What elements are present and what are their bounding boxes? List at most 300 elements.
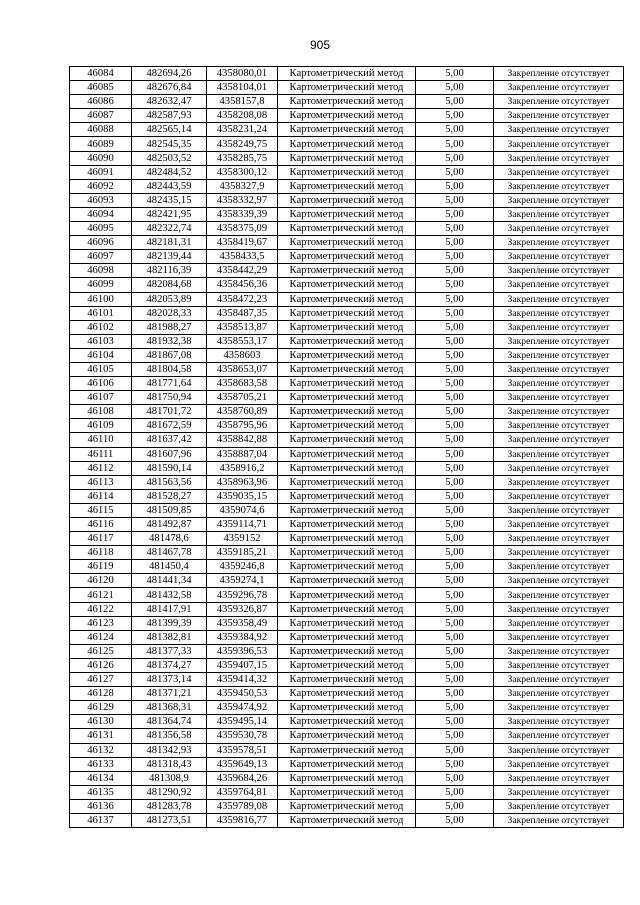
cell-y-coordinate: 4358375,09 [207,222,278,236]
cell-method: Картометрический метод [278,109,416,123]
cell-method: Картометрический метод [278,433,416,447]
cell-x-coordinate: 481701,72 [132,405,207,419]
cell-method: Картометрический метод [278,743,416,757]
cell-point-number: 46105 [70,362,132,376]
cell-accuracy: 5,00 [416,405,494,419]
cell-method: Картометрический метод [278,278,416,292]
cell-point-number: 46131 [70,729,132,743]
table-row [70,109,624,123]
cell-x-coordinate: 481607,96 [132,447,207,461]
cell-y-coordinate: 4358332,97 [207,193,278,207]
cell-point-number: 46097 [70,250,132,264]
cell-note: Закрепление отсутствует [494,715,624,729]
cell-x-coordinate: 482435,15 [132,193,207,207]
cell-y-coordinate: 4358963,96 [207,475,278,489]
cell-method: Картометрический метод [278,715,416,729]
cell-note: Закрепление отсутствует [494,813,624,827]
cell-point-number: 46099 [70,278,132,292]
table-row [70,95,624,109]
cell-accuracy: 5,00 [416,813,494,827]
cell-note: Закрепление отсутствует [494,179,624,193]
cell-accuracy: 5,00 [416,673,494,687]
cell-note: Закрепление отсутствует [494,278,624,292]
cell-point-number: 46122 [70,602,132,616]
cell-x-coordinate: 481932,38 [132,334,207,348]
cell-note: Закрепление отсутствует [494,362,624,376]
cell-note: Закрепление отсутствует [494,306,624,320]
cell-method: Картометрический метод [278,785,416,799]
cell-method: Картометрический метод [278,771,416,785]
cell-x-coordinate: 482545,35 [132,137,207,151]
table-row [70,503,624,517]
cell-x-coordinate: 481450,4 [132,560,207,574]
cell-point-number: 46136 [70,799,132,813]
cell-point-number: 46123 [70,616,132,630]
cell-x-coordinate: 481672,59 [132,419,207,433]
cell-accuracy: 5,00 [416,334,494,348]
table-row [70,250,624,264]
cell-method: Картометрический метод [278,813,416,827]
cell-accuracy: 5,00 [416,715,494,729]
cell-accuracy: 5,00 [416,193,494,207]
cell-method: Картометрический метод [278,532,416,546]
cell-x-coordinate: 481988,27 [132,320,207,334]
table-row [70,715,624,729]
cell-note: Закрепление отсутствует [494,588,624,602]
cell-accuracy: 5,00 [416,616,494,630]
cell-note: Закрепление отсутствует [494,574,624,588]
table-row [70,771,624,785]
table-row [70,320,624,334]
table-row [70,658,624,672]
cell-point-number: 46094 [70,207,132,221]
cell-x-coordinate: 481467,78 [132,546,207,560]
cell-accuracy: 5,00 [416,419,494,433]
cell-method: Картометрический метод [278,461,416,475]
cell-method: Картометрический метод [278,447,416,461]
cell-point-number: 46120 [70,574,132,588]
cell-y-coordinate: 4359495,14 [207,715,278,729]
cell-x-coordinate: 481399,39 [132,616,207,630]
cell-y-coordinate: 4358249,75 [207,137,278,151]
cell-method: Картометрический метод [278,616,416,630]
cell-x-coordinate: 481364,74 [132,715,207,729]
cell-point-number: 46115 [70,503,132,517]
cell-y-coordinate: 4358603 [207,348,278,362]
cell-x-coordinate: 482053,89 [132,292,207,306]
cell-accuracy: 5,00 [416,687,494,701]
cell-note: Закрепление отсутствует [494,250,624,264]
cell-method: Картометрический метод [278,673,416,687]
cell-x-coordinate: 481273,51 [132,813,207,827]
cell-note: Закрепление отсутствует [494,405,624,419]
cell-note: Закрепление отсутствует [494,489,624,503]
table-row [70,743,624,757]
cell-note: Закрепление отсутствует [494,757,624,771]
cell-accuracy: 5,00 [416,475,494,489]
cell-x-coordinate: 481417,91 [132,602,207,616]
cell-accuracy: 5,00 [416,362,494,376]
cell-note: Закрепление отсутствует [494,95,624,109]
cell-method: Картометрический метод [278,151,416,165]
cell-point-number: 46096 [70,236,132,250]
cell-point-number: 46121 [70,588,132,602]
cell-note: Закрепление отсутствует [494,292,624,306]
table-row [70,757,624,771]
cell-method: Картометрический метод [278,602,416,616]
cell-y-coordinate: 4358705,21 [207,391,278,405]
table-row [70,81,624,95]
cell-accuracy: 5,00 [416,489,494,503]
cell-point-number: 46098 [70,264,132,278]
cell-y-coordinate: 4358327,9 [207,179,278,193]
cell-y-coordinate: 4358433,5 [207,250,278,264]
cell-x-coordinate: 481374,27 [132,658,207,672]
cell-note: Закрепление отсутствует [494,658,624,672]
cell-accuracy: 5,00 [416,757,494,771]
cell-accuracy: 5,00 [416,771,494,785]
cell-point-number: 46102 [70,320,132,334]
cell-method: Картометрический метод [278,67,416,81]
cell-x-coordinate: 482181,31 [132,236,207,250]
cell-accuracy: 5,00 [416,137,494,151]
cell-point-number: 46132 [70,743,132,757]
cell-accuracy: 5,00 [416,644,494,658]
cell-accuracy: 5,00 [416,532,494,546]
cell-point-number: 46103 [70,334,132,348]
table-row [70,264,624,278]
cell-note: Закрепление отсутствует [494,616,624,630]
cell-note: Закрепление отсутствует [494,419,624,433]
table-row [70,137,624,151]
coordinates-table [69,66,624,828]
table-row [70,588,624,602]
cell-method: Картометрический метод [278,546,416,560]
cell-accuracy: 5,00 [416,729,494,743]
cell-point-number: 46091 [70,165,132,179]
cell-y-coordinate: 4359396,53 [207,644,278,658]
cell-point-number: 46088 [70,123,132,137]
table-row [70,489,624,503]
cell-method: Картометрический метод [278,518,416,532]
cell-point-number: 46087 [70,109,132,123]
cell-x-coordinate: 481368,31 [132,701,207,715]
cell-method: Картометрический метод [278,334,416,348]
cell-method: Картометрический метод [278,264,416,278]
cell-point-number: 46128 [70,687,132,701]
table-row [70,179,624,193]
cell-x-coordinate: 482676,84 [132,81,207,95]
cell-point-number: 46118 [70,546,132,560]
cell-note: Закрепление отсутствует [494,334,624,348]
cell-accuracy: 5,00 [416,461,494,475]
table-row [70,236,624,250]
cell-method: Картометрический метод [278,320,416,334]
table-row [70,447,624,461]
cell-point-number: 46100 [70,292,132,306]
cell-accuracy: 5,00 [416,377,494,391]
cell-x-coordinate: 481432,58 [132,588,207,602]
cell-note: Закрепление отсутствует [494,673,624,687]
cell-method: Картометрический метод [278,560,416,574]
cell-y-coordinate: 4358080,01 [207,67,278,81]
cell-method: Картометрический метод [278,137,416,151]
cell-note: Закрепление отсутствует [494,81,624,95]
cell-accuracy: 5,00 [416,799,494,813]
cell-y-coordinate: 4358104,01 [207,81,278,95]
cell-point-number: 46124 [70,630,132,644]
cell-y-coordinate: 4358553,17 [207,334,278,348]
cell-accuracy: 5,00 [416,306,494,320]
table-row [70,813,624,827]
cell-note: Закрепление отсутствует [494,644,624,658]
cell-y-coordinate: 4358208,08 [207,109,278,123]
cell-x-coordinate: 481804,58 [132,362,207,376]
table-row [70,348,624,362]
cell-y-coordinate: 4358683,58 [207,377,278,391]
cell-y-coordinate: 4359684,26 [207,771,278,785]
cell-accuracy: 5,00 [416,151,494,165]
cell-y-coordinate: 4359450,53 [207,687,278,701]
cell-note: Закрепление отсутствует [494,67,624,81]
cell-x-coordinate: 481528,27 [132,489,207,503]
table-row [70,405,624,419]
cell-x-coordinate: 482084,68 [132,278,207,292]
cell-x-coordinate: 482632,47 [132,95,207,109]
cell-point-number: 46117 [70,532,132,546]
cell-point-number: 46116 [70,518,132,532]
table-row [70,785,624,799]
cell-x-coordinate: 482116,39 [132,264,207,278]
cell-accuracy: 5,00 [416,546,494,560]
cell-y-coordinate: 4358760,89 [207,405,278,419]
cell-method: Картометрический метод [278,503,416,517]
cell-x-coordinate: 481342,93 [132,743,207,757]
cell-accuracy: 5,00 [416,785,494,799]
table-row [70,602,624,616]
table-row [70,193,624,207]
cell-y-coordinate: 4359530,78 [207,729,278,743]
cell-point-number: 46125 [70,644,132,658]
table-row [70,222,624,236]
cell-x-coordinate: 481377,33 [132,644,207,658]
cell-x-coordinate: 482565,14 [132,123,207,137]
cell-x-coordinate: 482484,52 [132,165,207,179]
cell-accuracy: 5,00 [416,179,494,193]
cell-y-coordinate: 4359578,51 [207,743,278,757]
cell-x-coordinate: 481382,81 [132,630,207,644]
cell-y-coordinate: 4359764,81 [207,785,278,799]
cell-y-coordinate: 4358157,8 [207,95,278,109]
cell-note: Закрепление отсутствует [494,546,624,560]
cell-note: Закрепление отсутствует [494,461,624,475]
cell-note: Закрепление отсутствует [494,602,624,616]
cell-x-coordinate: 481318,43 [132,757,207,771]
cell-y-coordinate: 4358442,29 [207,264,278,278]
cell-point-number: 46104 [70,348,132,362]
cell-note: Закрепление отсутствует [494,785,624,799]
cell-accuracy: 5,00 [416,292,494,306]
cell-x-coordinate: 481492,87 [132,518,207,532]
cell-accuracy: 5,00 [416,123,494,137]
cell-accuracy: 5,00 [416,165,494,179]
cell-point-number: 46095 [70,222,132,236]
cell-method: Картометрический метод [278,757,416,771]
cell-x-coordinate: 481478,6 [132,532,207,546]
cell-method: Картометрический метод [278,687,416,701]
cell-note: Закрепление отсутствует [494,799,624,813]
cell-point-number: 46113 [70,475,132,489]
table-row [70,644,624,658]
cell-point-number: 46093 [70,193,132,207]
cell-point-number: 46089 [70,137,132,151]
cell-accuracy: 5,00 [416,588,494,602]
cell-y-coordinate: 4359274,1 [207,574,278,588]
cell-note: Закрепление отсутствует [494,264,624,278]
cell-point-number: 46085 [70,81,132,95]
cell-y-coordinate: 4359384,92 [207,630,278,644]
cell-accuracy: 5,00 [416,236,494,250]
cell-method: Картометрический метод [278,193,416,207]
cell-accuracy: 5,00 [416,320,494,334]
cell-x-coordinate: 481509,85 [132,503,207,517]
cell-x-coordinate: 481867,08 [132,348,207,362]
table-row [70,799,624,813]
table-row [70,292,624,306]
cell-note: Закрепление отсутствует [494,109,624,123]
cell-accuracy: 5,00 [416,348,494,362]
cell-accuracy: 5,00 [416,222,494,236]
cell-method: Картометрический метод [278,250,416,264]
cell-y-coordinate: 4358339,39 [207,207,278,221]
table-row [70,433,624,447]
cell-accuracy: 5,00 [416,503,494,517]
cell-y-coordinate: 4359407,15 [207,658,278,672]
cell-point-number: 46111 [70,447,132,461]
cell-method: Картометрический метод [278,391,416,405]
cell-note: Закрепление отсутствует [494,729,624,743]
cell-note: Закрепление отсутствует [494,165,624,179]
cell-y-coordinate: 4359114,71 [207,518,278,532]
cell-y-coordinate: 4358419,67 [207,236,278,250]
cell-accuracy: 5,00 [416,109,494,123]
cell-y-coordinate: 4359296,78 [207,588,278,602]
cell-point-number: 46086 [70,95,132,109]
cell-method: Картометрический метод [278,292,416,306]
cell-accuracy: 5,00 [416,518,494,532]
cell-x-coordinate: 481563,56 [132,475,207,489]
table-row [70,165,624,179]
cell-note: Закрепление отсутствует [494,377,624,391]
cell-method: Картометрический метод [278,377,416,391]
cell-y-coordinate: 4358487,35 [207,306,278,320]
table-row [70,67,624,81]
cell-accuracy: 5,00 [416,95,494,109]
cell-y-coordinate: 4359152 [207,532,278,546]
cell-y-coordinate: 4359414,32 [207,673,278,687]
cell-accuracy: 5,00 [416,630,494,644]
cell-x-coordinate: 481441,34 [132,574,207,588]
table-row [70,391,624,405]
cell-x-coordinate: 481637,42 [132,433,207,447]
cell-y-coordinate: 4358653,07 [207,362,278,376]
cell-point-number: 46126 [70,658,132,672]
cell-note: Закрепление отсутствует [494,123,624,137]
cell-x-coordinate: 482028,33 [132,306,207,320]
cell-method: Картометрический метод [278,348,416,362]
cell-method: Картометрический метод [278,123,416,137]
cell-x-coordinate: 481590,14 [132,461,207,475]
cell-y-coordinate: 4359326,87 [207,602,278,616]
cell-x-coordinate: 482503,52 [132,151,207,165]
cell-method: Картометрический метод [278,179,416,193]
cell-method: Картометрический метод [278,658,416,672]
cell-y-coordinate: 4359185,21 [207,546,278,560]
cell-y-coordinate: 4358300,12 [207,165,278,179]
cell-point-number: 46107 [70,391,132,405]
cell-y-coordinate: 4358456,36 [207,278,278,292]
cell-point-number: 46114 [70,489,132,503]
cell-method: Картометрический метод [278,701,416,715]
table-row [70,306,624,320]
cell-method: Картометрический метод [278,419,416,433]
cell-note: Закрепление отсутствует [494,743,624,757]
cell-accuracy: 5,00 [416,447,494,461]
cell-point-number: 46129 [70,701,132,715]
cell-x-coordinate: 482139,44 [132,250,207,264]
cell-y-coordinate: 4359816,77 [207,813,278,827]
cell-note: Закрепление отсутствует [494,433,624,447]
cell-note: Закрепление отсутствует [494,630,624,644]
cell-note: Закрепление отсутствует [494,701,624,715]
table-row [70,546,624,560]
table-row [70,377,624,391]
page-number: 905 [309,38,331,52]
table-row [70,419,624,433]
cell-point-number: 46112 [70,461,132,475]
cell-y-coordinate: 4358795,96 [207,419,278,433]
cell-note: Закрепление отсутствует [494,475,624,489]
table-row [70,123,624,137]
cell-accuracy: 5,00 [416,560,494,574]
cell-note: Закрепление отсутствует [494,560,624,574]
table-row [70,630,624,644]
cell-y-coordinate: 4358916,2 [207,461,278,475]
cell-note: Закрепление отсутствует [494,222,624,236]
cell-x-coordinate: 481290,92 [132,785,207,799]
cell-accuracy: 5,00 [416,391,494,405]
table-row [70,560,624,574]
cell-x-coordinate: 482322,74 [132,222,207,236]
cell-point-number: 46110 [70,433,132,447]
cell-accuracy: 5,00 [416,250,494,264]
cell-accuracy: 5,00 [416,658,494,672]
cell-point-number: 46134 [70,771,132,785]
cell-method: Картометрический метод [278,306,416,320]
cell-method: Картометрический метод [278,405,416,419]
cell-y-coordinate: 4358887,04 [207,447,278,461]
cell-method: Картометрический метод [278,489,416,503]
table-row [70,334,624,348]
table-row [70,673,624,687]
cell-accuracy: 5,00 [416,701,494,715]
cell-note: Закрепление отсутствует [494,771,624,785]
cell-x-coordinate: 482421,95 [132,207,207,221]
cell-accuracy: 5,00 [416,743,494,757]
cell-x-coordinate: 482587,93 [132,109,207,123]
table-row [70,729,624,743]
cell-point-number: 46135 [70,785,132,799]
